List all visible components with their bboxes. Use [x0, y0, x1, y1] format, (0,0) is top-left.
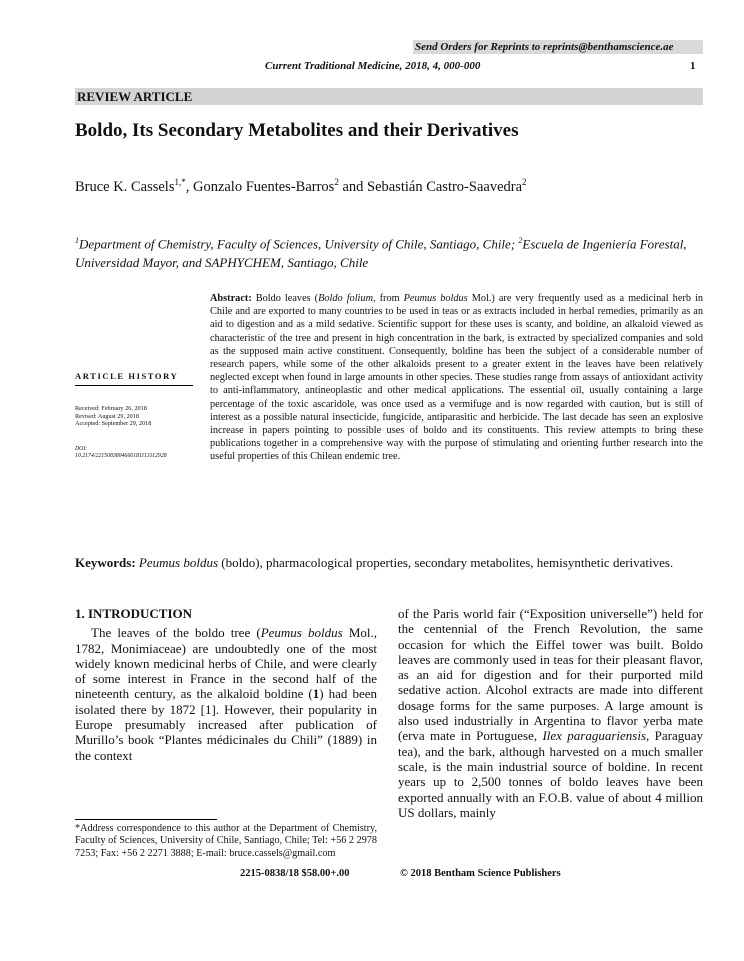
author-affiliation-mark: 1,*	[174, 177, 186, 187]
author-name: Bruce K. Cassels	[75, 178, 175, 195]
section-label: REVIEW ARTICLE	[75, 88, 703, 105]
body-text: Paraguay tea), and the bark, although harvested on a much smaller scale, is the main industrial source of boldine. In recent years up to 2,500 tonnes of boldo leaves have been exported annually with an F.O.B. value of about 4 million US dollars, mainly	[398, 728, 703, 820]
abstract	[210, 292, 703, 464]
abstract-italic: Boldo folium	[318, 293, 374, 304]
issn-price: 2215-0838/18 $58.00+.00	[240, 868, 350, 879]
abstract-label: Abstract:	[210, 293, 252, 304]
affiliation-mark: 2	[518, 236, 523, 245]
doi-label: DOI:	[75, 446, 88, 452]
affiliation-text: Department of Chemistry, Faculty of Sciences, University of Chile, Santiago, Chile;	[79, 236, 519, 252]
body-italic: Peumus boldus	[260, 625, 343, 641]
revised-date: Revised: August 29, 2018	[75, 412, 139, 420]
body-paragraph	[398, 606, 703, 820]
page-number: 1	[690, 60, 696, 72]
keywords-italic: Peumus boldus	[138, 555, 219, 570]
copyright: © 2018 Bentham Science Publishers	[400, 868, 561, 879]
reprints-banner: Send Orders for Reprints to reprints@benthamscience.ae	[413, 40, 703, 54]
author-affiliation-mark: 2	[334, 177, 339, 187]
keywords	[75, 555, 703, 570]
section-heading-introduction: 1. INTRODUCTION	[75, 606, 193, 621]
author-name: , Gonzalo Fuentes-Barros	[185, 178, 335, 195]
article-history-dates	[75, 405, 151, 428]
body-text: Mol., 1782, Monimiaceae) are undoubtedly one of the most widely known medicinal herbs of Chile, and were clearly of some interest in France in the second half of the nineteenth century, as the alkaloid boldine (	[75, 625, 378, 702]
doi-value[interactable]: 10.2174/2215083804666181113112928	[75, 453, 167, 459]
article-title: Boldo, Its Secondary Metabolites and their Derivatives	[75, 120, 519, 141]
article-history-title: ARTICLE HISTORY	[75, 371, 179, 381]
journal-citation: Current Traditional Medicine, 2018, 4, 000-000	[265, 60, 481, 72]
body-column-left	[75, 606, 377, 763]
affiliation-text: Escuela de Ingeniería Forestal, Universidad Mayor, and SAPHYCHEM, Santiago, Chile	[75, 236, 687, 271]
body-text: ) had been isolated there by 1872 [1]. However, their popularity in Europe presumably increased after publication of Murillo’s book “Plantes médicinales du Chili” (1889) in the context	[75, 686, 377, 763]
body-text: The leaves of the boldo tree (	[91, 625, 261, 641]
correspondence-footnote: *Address correspondence to this author at the Department of Chemistry, Faculty of Sciences, University of Chile, Santiago, Chile; Tel: +56 2 2978 7253; Fax: +56 2 2271 3888; E-mail: bruce.cassels@gmail.com	[75, 823, 377, 859]
author-affiliation-mark: 2	[522, 177, 527, 187]
abstract-text: Boldo leaves (	[251, 293, 319, 304]
body-text: of the Paris world fair (“Exposition universelle”) held for the centennial of the French Revolution, the same occasion for which the Eiffel tower was built. Boldo leaves are commonly used in teas for their pleasant flavor, as an aid for digestion and for their purported mild sedative action. Alcohol extracts are made into different dosage forms for the same purposes. A large amount is also used industrially in Argentina to flavor yerba mate (erva mate in Portuguese,	[398, 606, 703, 744]
body-column-right	[398, 606, 703, 820]
footnote-divider	[75, 819, 217, 820]
article-history-divider	[75, 385, 193, 386]
abstract-text: , from	[373, 293, 404, 304]
doi	[75, 446, 167, 460]
abstract-italic: Peumus boldus	[403, 293, 468, 304]
author-list	[75, 177, 527, 196]
body-italic: Ilex paraguariensis,	[542, 728, 650, 744]
affiliations	[75, 231, 703, 272]
author-name: and Sebastián Castro-Saavedra	[338, 178, 523, 195]
keywords-text: (boldo), pharmacological properties, secondary metabolites, hemisynthetic derivatives.	[218, 555, 674, 570]
keywords-label: Keywords:	[75, 555, 136, 570]
compound-number: 1	[312, 686, 320, 702]
body-paragraph	[75, 625, 377, 763]
abstract-text: Mol.) are very frequently used as a medicinal herb in Chile and are exported to many countries to be used in teas or as extracts included in herbal remedies, primarily as an aid to digestion and as a mild sedative. Scientific support for these uses is scanty, and boldine, an alkaloid viewed as characteristic of the tree and present in high concentration in the bark, is extracted by specialized companies and sold as the supposed main active constituent. Consequently, boldine has been the subject of a considerable number of research papers, while some of the other alkaloids present to a greater extent in the leaves have been relatively neglected except when found in large amounts in other species. These studies range from assays of antioxidant activity to anti-inflammatory, antineoplastic and other medical applications. The essential oil, usually containing a large percentage of the toxic ascaridole, was once used as a vermifuge and is now regarded with caution, but is still of interest as a possible natural insecticide, fungicide, antiparasitic and herbicide. The last decade has seen an explosive increase in papers pointing to possible uses of boldo and its constituents. This review attempts to bring these publications together in a comprehensive way with the purpose of stimulating and orienting further research into the useful properties of this Chilean endemic tree.	[210, 293, 703, 463]
accepted-date: Accepted: September 29, 2018	[75, 420, 152, 427]
affiliation-mark: 1	[75, 236, 79, 245]
received-date: Received: February 26, 2018	[75, 405, 147, 412]
